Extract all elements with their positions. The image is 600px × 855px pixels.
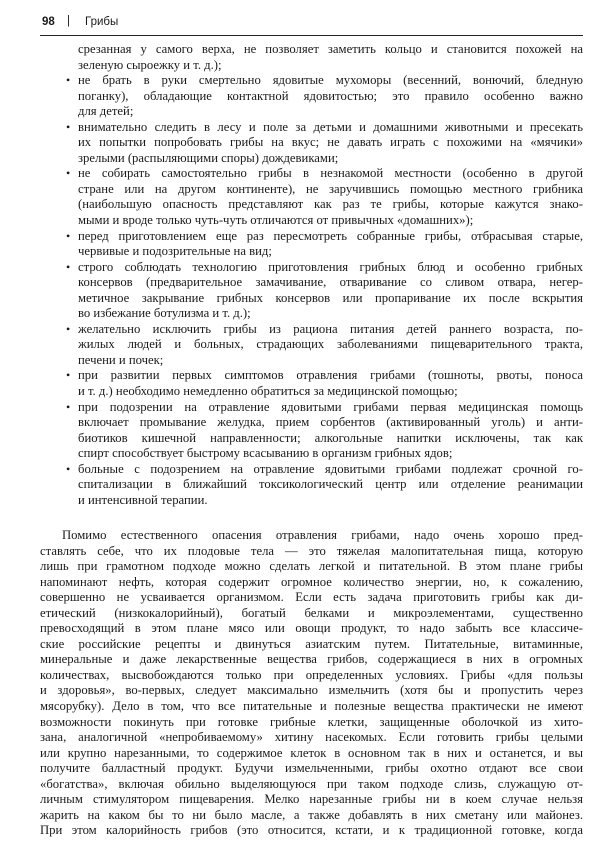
list-item <box>66 368 583 399</box>
text-line: срезанная у самого верха, не позволяет заметить кольцо и становится похожей на <box>78 42 583 56</box>
bullet-icon: • <box>66 321 71 336</box>
list-item <box>66 166 583 228</box>
running-header <box>40 13 583 36</box>
text-line: «богатства», включая обильно выделяющуюся при таком подходе слизь, служащую от- <box>40 776 583 791</box>
text-line: зана, аналогичной «непробиваемому» хитину насекомых. Если готовить грибы целыми <box>40 730 583 745</box>
text-line: во избежание ботулизма и т. д.); <box>78 306 251 321</box>
text-line: для детей; <box>78 104 134 119</box>
text-line: При этом калорийность грибов (это относится, кстати, и к традиционной готовке, когда <box>40 823 583 838</box>
text-line: количествах, высвобождаются только при определенных условиях. Грибы «для пользы <box>40 667 583 682</box>
bullet-icon: • <box>66 119 71 134</box>
text-line: стране или на другом континенте), не заручившись помощью местного грибника <box>78 181 583 196</box>
text-line: при развитии первых симптомов отравления грибами (тошноты, рвоты, поноса <box>78 368 583 383</box>
text-line: зрелыми (распыляющими споры) дождевиками; <box>78 150 339 165</box>
text-line: совершенно не усваивается организмом. Если есть задача приготовить грибы как ди- <box>40 590 583 605</box>
bullet-icon: • <box>66 461 71 476</box>
text-line: Помимо естественного опасения отравления грибами, надо очень хорошо пред- <box>62 528 583 542</box>
text-line: строго соблюдать технологию приготовления грибных блюд и особенно грибных <box>78 259 583 274</box>
text-line: биотиков кишечной направленности; алкогольные напитки исключены, так как <box>78 430 583 445</box>
bullet-icon: • <box>66 166 71 181</box>
text-line: жилых людей и больных, страдающих заболеваниями пищеварительного тракта, <box>78 337 583 352</box>
list-item <box>66 462 583 509</box>
text-line: минеральные и даже лекарственные вещества грибов, содержащиеся в них в огромных <box>40 652 583 667</box>
list-item <box>66 120 583 167</box>
list-item <box>66 229 583 260</box>
text-line: етический (низкокалорийный), богатый белками и микроэлементами, существенно <box>40 605 583 620</box>
text-line: или крупно нарезанными, то содержимое клеток в основном так в них и останется, и вы <box>40 745 583 760</box>
text-line: печени и почек; <box>78 352 164 367</box>
text-line: спирт способствует быстрому всасыванию в организм грибных ядов; <box>78 446 453 461</box>
text-line: зеленую сыроежку и т. д.); <box>78 57 222 72</box>
bullet-list <box>66 42 583 508</box>
text-line: напоминают нефть, которая содержит огромное количество энергии, но, к сожалению, <box>40 574 583 589</box>
bullet-icon: • <box>66 399 71 414</box>
list-item <box>66 260 583 322</box>
text-line: их попытки попробовать грибы на вкус; не давать играть с похожими на «мячики» <box>78 135 583 150</box>
text-line: перед приготовлением еще раз пересмотреть собранные грибы, отбрасывая старые, <box>78 228 583 243</box>
text-line: мясорубку). Дело в том, что все питательные и полезные вещества практически не имеют <box>40 699 583 714</box>
text-line: мыми и вроде только чуть-чуть отличаются от привычных «домашних»); <box>78 213 474 228</box>
text-line: ские российские рецепты и двинуться азиатским путем. Питательные, витаминные, <box>40 636 583 651</box>
bullet-icon: • <box>66 368 71 383</box>
text-line: внимательно следить в лесу и поле за детьми и домашними животными и пресекать <box>78 119 583 134</box>
list-item <box>66 42 583 73</box>
body-paragraph <box>40 528 583 839</box>
text-line: ставлять себе, что их плодовые тела — это тяжелая малопитательная пища, которую <box>40 543 583 558</box>
bullet-icon: • <box>66 259 71 274</box>
text-line: спитализации в ближайший токсикологический центр или отделение реанимации <box>78 477 583 492</box>
text-line: и здоровья», во-первых, следует максимально измельчить (хотя бы и пропустить через <box>40 683 583 698</box>
text-line: (наибольшую опасность представляют как раз те грибы, которые кажутся знако- <box>78 197 583 212</box>
text-line: червивые и подозрительные на вид; <box>78 244 272 259</box>
text-line: не брать в руки смертельно ядовитые мухоморы (весенний, вонючий, бледную <box>78 73 583 88</box>
text-line: получите балластный продукт. Будучи измельченными, грибы охотно отдают все свои <box>40 761 583 776</box>
text-line: жарить на каком бы то ни было масле, а также добавлять в них сметану или майонез. <box>40 807 583 822</box>
running-title: Грибы <box>85 16 119 28</box>
text-line: консервов (предварительное замачивание, отваривание со сливом отвара, негер- <box>78 275 583 290</box>
text-line: не собирать самостоятельно грибы в незнакомой местности (особенно в другой <box>78 166 583 181</box>
text-line: лишь при грамотном подходе можно сделать легкой и питательной. В этом плане грибы <box>40 559 583 574</box>
text-line: включает промывание желудка, прием сорбентов (активированный уголь) и анти- <box>78 415 583 430</box>
list-item <box>66 322 583 369</box>
text-line: и т. д.) необходимо немедленно обратиться за медицинской помощью; <box>78 384 458 399</box>
text-line: больные с подозрением на отравление ядовитыми грибами подлежат срочной го- <box>78 461 583 476</box>
bullet-icon: • <box>66 73 71 88</box>
header-separator: | <box>67 15 70 27</box>
list-item <box>66 400 583 462</box>
text-line: возможности покинуть при готовке грибные клетки, защищенные оболочкой из хито- <box>40 714 583 729</box>
page-number: 98 <box>42 16 55 28</box>
text-line: желательно исключить грибы из рациона питания детей раннего возраста, по- <box>78 321 583 336</box>
text-line: личным стимулятором пищеварения. Мелко нарезанные грибы ни в коем случае нельзя <box>40 792 583 807</box>
text-line: при подозрении на отравление ядовитыми грибами первая медицинская помощь <box>78 399 583 414</box>
list-item <box>66 73 583 120</box>
text-line: метичное закрывание грибных консервов или пропаривание их после вскрытия <box>78 290 583 305</box>
bullet-icon: • <box>66 228 71 243</box>
text-line: и интенсивной терапии. <box>78 492 208 507</box>
text-line: поганку), обладающие контактной ядовитостью; это правило особенно важно <box>78 88 583 103</box>
text-line: превосходящий в этом плане мясо или овощи продукт, то надо забыть все классиче- <box>40 621 583 636</box>
